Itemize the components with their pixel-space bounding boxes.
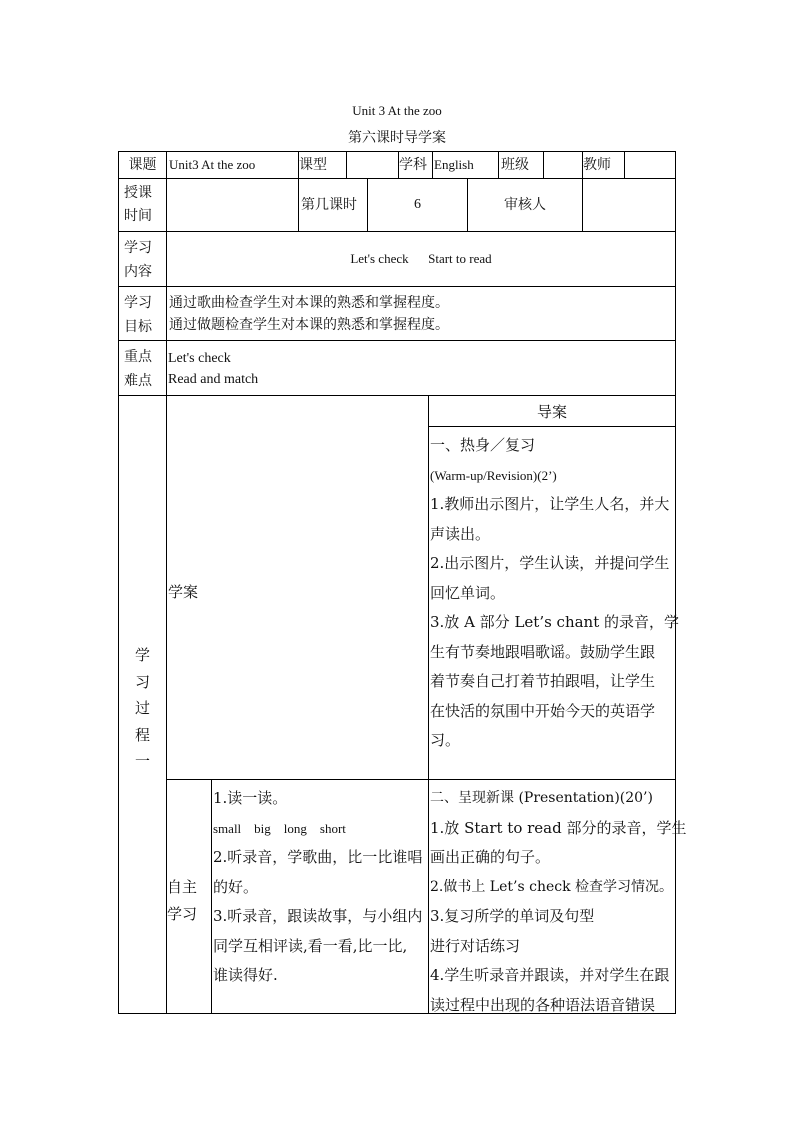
guide1-line-6: 回忆单词。 [430, 583, 506, 602]
time-value [166, 178, 299, 232]
self-line-1: 1.读一读。 [213, 789, 288, 807]
study-plan-cell [166, 395, 429, 780]
self-study-label [166, 779, 212, 1014]
type-label: 课型 [298, 151, 347, 179]
self-study-label-line-1: 自主 [167, 878, 198, 896]
reviewer-label: 审核人 [467, 178, 583, 232]
guide2-line-4: 2.做书上 Let’s check 检查学习情况。 [430, 878, 674, 895]
self-line-5: 3.听录音，跟读故事，与小组内 [213, 907, 423, 925]
self-line-7: 谁读得好. [213, 966, 278, 984]
guide2-line-2: 1.放 Start to read 部分的录音，学生 [430, 818, 687, 837]
self-study-content [211, 779, 429, 1014]
guide2-line-5: 3.复习所学的单词及句型 [430, 907, 595, 925]
goal-line-1: 通过歌曲检查学生对本课的熟悉和掌握程度。 [169, 295, 449, 311]
self-line-2: small big long short [213, 820, 346, 836]
document-subtitle: 第六课时导学案 [348, 130, 446, 146]
guide2-line-1: 二、呈现新课 (Presentation)(20’) [430, 790, 653, 806]
guide2-line-8: 读过程中出现的各种语法语音错误 [430, 995, 656, 1014]
process-label-char-5: 一 [134, 752, 150, 770]
self-line-3: 2.听录音，学歌曲，比一比谁唱 [213, 848, 423, 866]
guide1-line-9: 着节奏自己打着节拍跟唱，让学生 [430, 672, 656, 690]
content-label-line-1: 学习 [124, 240, 152, 256]
time-label-line-2: 时间 [124, 208, 152, 224]
class-label: 班级 [498, 151, 544, 179]
guide1-line-4: 声读出。 [430, 524, 491, 543]
process-label [118, 395, 167, 1014]
guide1-line-5: 2.出示图片，学生认读，并提问学生 [430, 554, 670, 572]
content-value: Let's check Start to read [166, 231, 676, 287]
guide1-line-11: 习。 [430, 731, 461, 749]
goal-label-line-2: 目标 [124, 319, 152, 335]
subject-value: English [432, 151, 499, 179]
guide2-line-7: 4.学生听录音并跟读，并对学生在跟 [430, 966, 670, 984]
process-label-char-2: 习 [134, 672, 150, 691]
teacher-label: 教师 [582, 151, 625, 179]
topic-label: 课题 [118, 151, 167, 179]
key-line-1: Let's check [168, 351, 231, 366]
key-label-line-2: 难点 [124, 373, 152, 389]
reviewer-value [582, 178, 676, 232]
goal-label [118, 286, 167, 341]
process-label-char-3: 过 [134, 699, 150, 717]
guide2-line-6: 进行对话练习 [430, 936, 521, 955]
guide1-line-10: 在快活的氛围中开始今天的英语学 [430, 701, 656, 720]
key-label [118, 340, 167, 396]
guide1-line-3: 1.教师出示图片，让学生人名，并大 [430, 495, 670, 513]
teacher-value [624, 151, 676, 179]
content-label-line-2: 内容 [124, 264, 152, 280]
process-label-char-4: 程 [134, 725, 150, 744]
guide-part-2 [428, 779, 687, 1014]
time-label-line-1: 授课 [124, 185, 152, 201]
key-content [166, 340, 676, 396]
lesson-label: 第几课时 [298, 178, 368, 232]
self-line-6: 同学互相评读,看一看,比一比, [213, 936, 408, 955]
goal-label-line-1: 学习 [124, 295, 152, 311]
goal-line-2: 通过做题检查学生对本课的熟悉和掌握程度。 [169, 317, 449, 333]
guide1-line-1: 一、热身／复习 [430, 436, 536, 454]
subject-label: 学科 [398, 151, 433, 179]
key-label-line-1: 重点 [124, 349, 152, 365]
goal-content [166, 286, 676, 341]
topic-value: Unit3 At the zoo [166, 151, 299, 179]
process-label-char-1: 学 [134, 646, 150, 664]
guide2-line-3: 画出正确的句子。 [430, 848, 551, 866]
content-label [118, 231, 167, 287]
type-value [346, 151, 399, 179]
guide-part-1 [428, 426, 680, 780]
document-title: Unit 3 At the zoo [352, 103, 442, 118]
key-line-2: Read and match [168, 372, 259, 387]
guide1-line-7: 3.放 A 部分 Let’s chant 的录音，学 [430, 613, 680, 631]
guide-header: 导案 [428, 395, 676, 427]
self-line-4: 的好。 [213, 877, 259, 896]
lesson-value: 6 [367, 178, 468, 232]
guide1-line-2: (Warm-up/Revision)(2’) [430, 467, 557, 483]
time-label [118, 178, 167, 232]
self-study-label-line-2: 学习 [167, 905, 198, 923]
study-plan-label: 学案 [168, 583, 199, 601]
class-value [543, 151, 583, 179]
guide1-line-8: 生有节奏地跟唱歌谣。鼓励学生跟 [430, 642, 656, 661]
